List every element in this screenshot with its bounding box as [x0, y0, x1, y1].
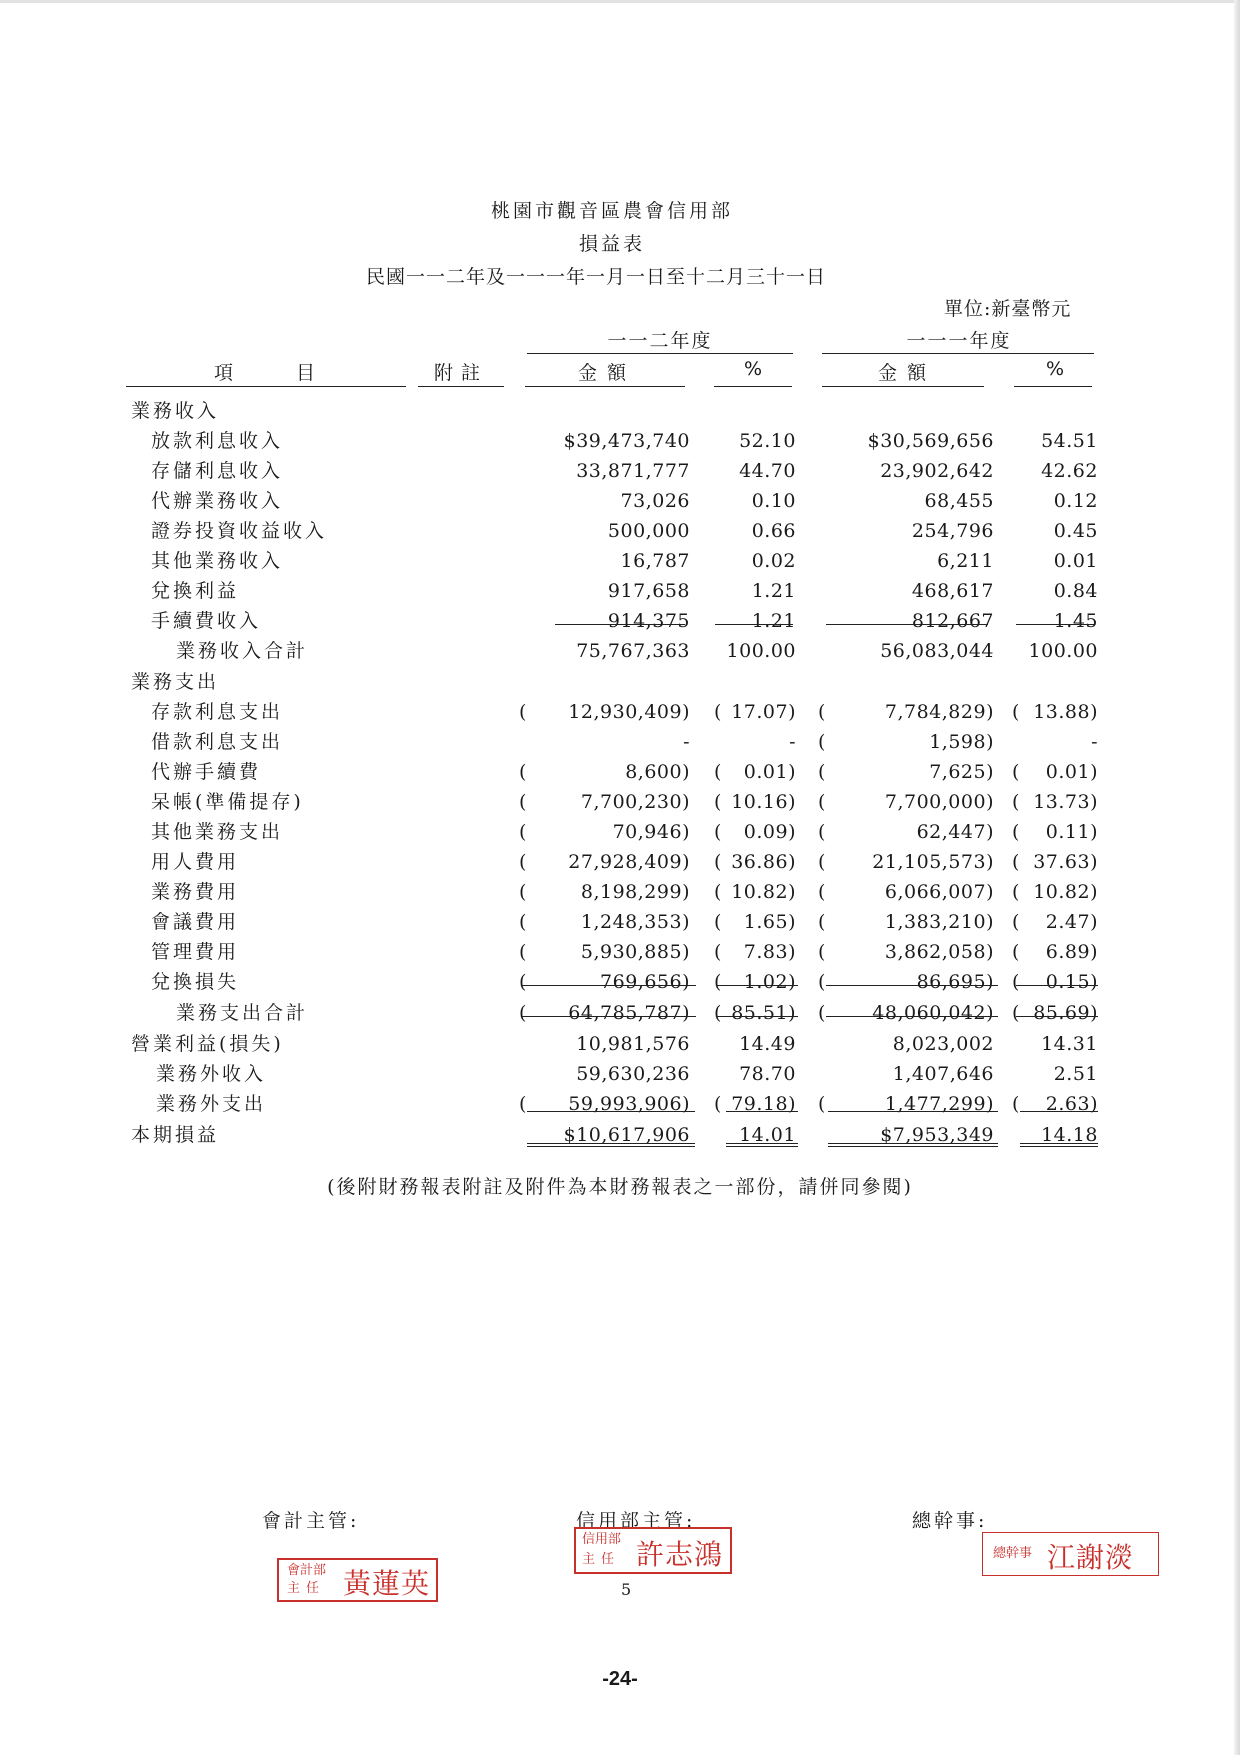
expense-total-rule-a1 — [522, 1016, 696, 1017]
row-label: 業務外收入 — [156, 1063, 267, 1085]
amount-111-cell: 3,862,058) — [884, 941, 994, 963]
amount-111-cell: 1,407,646 — [892, 1063, 994, 1085]
pct-111-cell: 14.18 — [1041, 1124, 1098, 1146]
negative-paren-mark: ( — [1012, 701, 1020, 723]
pct-111-cell: 2.63) — [1045, 1093, 1098, 1115]
amount-112-cell: 33,871,777 — [576, 460, 690, 482]
table-row — [0, 667, 1240, 697]
row-label: 本期損益 — [131, 1124, 220, 1146]
amount-111-cell: 68,455 — [924, 490, 994, 512]
negative-paren-mark: ( — [1012, 761, 1020, 783]
negative-paren-mark: ( — [818, 851, 826, 873]
row-label: 借款利息支出 — [151, 731, 284, 753]
nonop-subtotal-rule-a2 — [828, 1111, 998, 1112]
row-label: 存款利息支出 — [151, 701, 284, 723]
amount-111-cell: 254,796 — [911, 520, 994, 542]
pct-112-cell: 7.83) — [743, 941, 796, 963]
table-row — [0, 727, 1240, 757]
amount-111-cell: 7,700,000) — [884, 791, 994, 813]
pct-111-cell: 0.84 — [1053, 580, 1098, 602]
pct-112-cell: 0.09) — [743, 821, 796, 843]
stamp1-title: 主任 — [287, 1581, 326, 1596]
table-row — [0, 1059, 1240, 1089]
amount-112-cell: 12,930,409) — [568, 701, 690, 723]
expense-subtotal-rule-p1 — [716, 985, 798, 986]
negative-paren-mark: ( — [1012, 791, 1020, 813]
accounting-supervisor-label: 會計主管: — [262, 1510, 360, 1532]
row-label: 業務費用 — [151, 881, 240, 903]
net-income-double-rule-a2 — [828, 1143, 998, 1147]
pct-112-cell: 100.00 — [726, 640, 796, 662]
pct-111-cell: 0.12 — [1053, 490, 1098, 512]
pct-112-cell: 36.86) — [731, 851, 796, 873]
table-row — [0, 606, 1240, 636]
table-row — [0, 636, 1240, 666]
table-row — [0, 697, 1240, 727]
col-item-rule — [126, 386, 406, 387]
table-row — [0, 847, 1240, 877]
year-112-rule — [527, 353, 793, 354]
negative-paren-mark: ( — [818, 1093, 826, 1115]
amount-112-cell: 7,700,230) — [580, 791, 690, 813]
col-item-header-b: 目 — [296, 362, 318, 384]
year-111-header: 一一一年度 — [906, 330, 1012, 352]
negative-paren-mark: ( — [1012, 851, 1020, 873]
negative-paren-mark: ( — [818, 911, 826, 933]
negative-paren-mark: ( — [519, 851, 527, 873]
col-amount-111-rule — [822, 386, 984, 387]
row-label: 其他業務收入 — [151, 550, 284, 572]
table-row — [0, 817, 1240, 847]
year-112-header: 一一二年度 — [607, 330, 713, 352]
col-note-rule — [418, 386, 504, 387]
amount-111-cell: 21,105,573) — [872, 851, 994, 873]
pct-111-cell: 0.11) — [1045, 821, 1098, 843]
table-row — [0, 967, 1240, 997]
inner-page-number: 5 — [621, 1580, 632, 1599]
table-row — [0, 576, 1240, 606]
pct-112-cell: 17.07) — [731, 701, 796, 723]
statement-footnote: (後附財務報表附註及附件為本財務報表之一部份，請併同參閱) — [327, 1176, 913, 1198]
amount-112-cell: 27,928,409) — [568, 851, 690, 873]
amount-111-cell: 62,447) — [916, 821, 994, 843]
amount-112-cell: $10,617,906 — [563, 1124, 690, 1146]
table-row — [0, 998, 1240, 1028]
pct-112-cell: 1.02) — [743, 971, 796, 993]
amount-111-cell: 86,695) — [916, 971, 994, 993]
col-amount-112-header: 金額 — [578, 362, 637, 384]
org-name: 桃園市觀音區農會信用部 — [490, 200, 733, 222]
amount-111-cell: 6,211 — [937, 550, 994, 572]
pct-111-cell: 100.00 — [1028, 640, 1098, 662]
row-label: 業務收入合計 — [176, 640, 309, 662]
amount-111-cell: 48,060,042) — [872, 1002, 994, 1024]
expense-subtotal-rule-a1 — [522, 985, 696, 986]
amount-112-cell: 8,600) — [625, 761, 690, 783]
amount-112-cell: 59,993,906) — [568, 1093, 690, 1115]
pct-111-cell: 2.51 — [1053, 1063, 1098, 1085]
amount-111-cell: 1,477,299) — [884, 1093, 994, 1115]
negative-paren-mark: ( — [1012, 821, 1020, 843]
row-label: 兌換損失 — [151, 971, 240, 993]
table-row — [0, 907, 1240, 937]
amount-112-cell: 64,785,787) — [568, 1002, 690, 1024]
year-111-rule — [822, 353, 1094, 354]
row-label: 業務外支出 — [156, 1093, 267, 1115]
pct-111-cell: 2.47) — [1045, 911, 1098, 933]
pct-111-cell: 13.73) — [1033, 791, 1098, 813]
row-label: 代辦業務收入 — [151, 490, 284, 512]
pct-111-cell: 6.89) — [1045, 941, 1098, 963]
amount-111-cell: $7,953,349 — [880, 1124, 994, 1146]
row-label: 手續費收入 — [151, 610, 262, 632]
amount-111-cell: 1,383,210) — [884, 911, 994, 933]
negative-paren-mark: ( — [818, 761, 826, 783]
negative-paren-mark: ( — [1012, 1002, 1020, 1024]
revenue-subtotal-rule-p2 — [1016, 624, 1094, 625]
amount-111-cell: $30,569,656 — [867, 430, 994, 452]
negative-paren-mark: ( — [519, 911, 527, 933]
statement-period: 民國一一二年及一一一年一月一日至十二月三十一日 — [365, 266, 826, 288]
row-label: 管理費用 — [151, 941, 240, 963]
pct-112-cell: 85.51) — [731, 1002, 796, 1024]
col-pct-112-rule — [714, 386, 792, 387]
accounting-supervisor-stamp — [277, 1558, 438, 1602]
amount-111-cell: 7,625) — [929, 761, 994, 783]
general-manager-stamp — [982, 1532, 1159, 1576]
row-label: 會議費用 — [151, 911, 240, 933]
pct-112-cell: 10.16) — [731, 791, 796, 813]
amount-112-cell: 70,946) — [612, 821, 690, 843]
pct-112-cell: 79.18) — [731, 1093, 796, 1115]
pct-112-cell: 52.10 — [739, 430, 796, 452]
pct-111-cell: 10.82) — [1033, 881, 1098, 903]
amount-111-cell: 56,083,044 — [880, 640, 994, 662]
expense-subtotal-rule-p2 — [1016, 985, 1098, 986]
table-row — [0, 456, 1240, 486]
amount-111-cell: 812,667 — [911, 610, 994, 632]
negative-paren-mark: ( — [714, 791, 722, 813]
negative-paren-mark: ( — [519, 701, 527, 723]
pct-112-cell: 0.66 — [751, 520, 796, 542]
table-row — [0, 396, 1240, 426]
amount-111-cell: 8,023,002 — [892, 1033, 994, 1055]
negative-paren-mark: ( — [714, 941, 722, 963]
negative-paren-mark: ( — [519, 821, 527, 843]
col-pct-112-header: % — [744, 358, 765, 380]
negative-paren-mark: ( — [714, 1002, 722, 1024]
row-label: 用人費用 — [151, 851, 240, 873]
pct-111-cell: 85.69) — [1033, 1002, 1098, 1024]
pct-112-cell: 1.65) — [743, 911, 796, 933]
statement-title: 損益表 — [578, 233, 645, 255]
table-row — [0, 546, 1240, 576]
stamp1-dept: 會計部 — [287, 1563, 327, 1578]
negative-paren-mark: ( — [519, 761, 527, 783]
negative-paren-mark: ( — [1012, 971, 1020, 993]
pct-111-cell: 14.31 — [1041, 1033, 1098, 1055]
scan-border-top — [0, 0, 1240, 3]
pct-111-cell: 13.88) — [1033, 701, 1098, 723]
expense-total-rule-a2 — [826, 1016, 998, 1017]
pct-111-cell: 0.01) — [1045, 761, 1098, 783]
col-item-header-a: 項 — [214, 362, 236, 384]
page-number: -24- — [602, 1668, 638, 1690]
pct-111-cell: 0.45 — [1053, 520, 1098, 542]
negative-paren-mark: ( — [1012, 881, 1020, 903]
row-label: 業務收入 — [131, 400, 220, 422]
col-amount-111-header: 金額 — [878, 362, 937, 384]
negative-paren-mark: ( — [519, 1002, 527, 1024]
expense-total-rule-p1 — [716, 1016, 798, 1017]
general-manager-label: 總幹事: — [912, 1510, 988, 1532]
stamp2-name: 許志鴻 — [636, 1538, 724, 1571]
row-label: 呆帳(準備提存) — [151, 791, 304, 813]
pct-111-cell: 0.01 — [1053, 550, 1098, 572]
pct-112-cell: 1.21 — [751, 580, 796, 602]
table-row — [0, 1029, 1240, 1059]
amount-111-cell: 7,784,829) — [884, 701, 994, 723]
stamp3-name: 江謝濙 — [1047, 1541, 1135, 1574]
amount-111-cell: 468,617 — [911, 580, 994, 602]
stamp1-name: 黃蓮英 — [343, 1567, 431, 1600]
amount-112-cell: $39,473,740 — [563, 430, 690, 452]
negative-paren-mark: ( — [519, 941, 527, 963]
pct-111-cell: 0.15) — [1045, 971, 1098, 993]
stamp2-title: 主任 — [582, 1552, 621, 1567]
negative-paren-mark: ( — [519, 971, 527, 993]
amount-111-cell: 1,598) — [929, 731, 994, 753]
row-label: 兌換利益 — [151, 580, 240, 602]
negative-paren-mark: ( — [714, 821, 722, 843]
pct-111-cell: 37.63) — [1033, 851, 1098, 873]
pct-112-cell: 44.70 — [739, 460, 796, 482]
row-label: 業務支出合計 — [176, 1002, 309, 1024]
amount-111-cell: 6,066,007) — [884, 881, 994, 903]
net-income-double-rule-p2 — [1020, 1143, 1098, 1147]
stamp2-dept: 信用部 — [582, 1532, 622, 1547]
negative-paren-mark: ( — [714, 701, 722, 723]
negative-paren-mark: ( — [519, 791, 527, 813]
amount-112-cell: 16,787 — [620, 550, 690, 572]
amount-112-cell: 1,248,353) — [580, 911, 690, 933]
pct-111-cell: 1.45 — [1053, 610, 1098, 632]
table-row — [0, 937, 1240, 967]
table-row — [0, 757, 1240, 787]
negative-paren-mark: ( — [818, 941, 826, 963]
currency-unit: 單位:新臺幣元 — [944, 298, 1072, 320]
revenue-subtotal-rule-a1 — [555, 624, 685, 625]
negative-paren-mark: ( — [818, 731, 826, 753]
pct-112-cell: 14.01 — [739, 1124, 796, 1146]
table-row — [0, 1089, 1240, 1119]
table-row — [0, 877, 1240, 907]
row-label: 放款利息收入 — [151, 430, 284, 452]
negative-paren-mark: ( — [714, 1093, 722, 1115]
negative-paren-mark: ( — [818, 971, 826, 993]
amount-112-cell: - — [683, 731, 690, 753]
amount-112-cell: 75,767,363 — [576, 640, 690, 662]
net-income-double-rule-p1 — [726, 1143, 798, 1147]
nonop-subtotal-rule-p1 — [726, 1111, 798, 1112]
negative-paren-mark: ( — [818, 821, 826, 843]
negative-paren-mark: ( — [1012, 1093, 1020, 1115]
amount-112-cell: 5,930,885) — [580, 941, 690, 963]
negative-paren-mark: ( — [818, 1002, 826, 1024]
col-pct-111-header: % — [1046, 358, 1067, 380]
negative-paren-mark: ( — [818, 791, 826, 813]
pct-111-cell: 54.51 — [1041, 430, 1098, 452]
amount-112-cell: 73,026 — [620, 490, 690, 512]
negative-paren-mark: ( — [818, 881, 826, 903]
row-label: 其他業務支出 — [151, 821, 284, 843]
nonop-subtotal-rule-a1 — [527, 1111, 695, 1112]
negative-paren-mark: ( — [714, 911, 722, 933]
table-row — [0, 787, 1240, 817]
net-income-double-rule-a1 — [527, 1143, 695, 1147]
pct-112-cell: 14.49 — [739, 1033, 796, 1055]
amount-112-cell: 59,630,236 — [576, 1063, 690, 1085]
table-row — [0, 426, 1240, 456]
amount-111-cell: 23,902,642 — [880, 460, 994, 482]
col-note-header: 附註 — [434, 362, 489, 384]
negative-paren-mark: ( — [714, 851, 722, 873]
row-label: 存儲利息收入 — [151, 460, 284, 482]
revenue-subtotal-rule-a2 — [826, 624, 988, 625]
pct-112-cell: 10.82) — [731, 881, 796, 903]
row-label: 業務支出 — [131, 671, 220, 693]
negative-paren-mark: ( — [519, 881, 527, 903]
row-label: 營業利益(損失) — [131, 1033, 284, 1055]
expense-subtotal-rule-a2 — [826, 985, 998, 986]
row-label: 代辦手續費 — [151, 761, 262, 783]
table-row — [0, 486, 1240, 516]
col-amount-112-rule — [525, 386, 685, 387]
row-label: 證券投資收益收入 — [151, 520, 328, 542]
negative-paren-mark: ( — [1012, 911, 1020, 933]
pct-112-cell: 0.01) — [743, 761, 796, 783]
col-pct-111-rule — [1014, 386, 1092, 387]
negative-paren-mark: ( — [714, 881, 722, 903]
credit-supervisor-stamp — [574, 1527, 732, 1574]
pct-112-cell: 78.70 — [739, 1063, 796, 1085]
pct-112-cell: - — [789, 731, 796, 753]
pct-111-cell: 42.62 — [1041, 460, 1098, 482]
pct-112-cell: 0.02 — [751, 550, 796, 572]
table-row — [0, 516, 1240, 546]
negative-paren-mark: ( — [714, 761, 722, 783]
amount-112-cell: 10,981,576 — [576, 1033, 690, 1055]
pct-112-cell: 0.10 — [751, 490, 796, 512]
credit-supervisor-label: 信用部主管: — [576, 1510, 696, 1532]
stamp3-title: 總幹事 — [993, 1546, 1033, 1561]
nonop-subtotal-rule-p2 — [1020, 1111, 1098, 1112]
amount-112-cell: 914,375 — [607, 610, 690, 632]
negative-paren-mark: ( — [1012, 941, 1020, 963]
amount-112-cell: 500,000 — [607, 520, 690, 542]
amount-112-cell: 8,198,299) — [580, 881, 690, 903]
pct-112-cell: 1.21 — [751, 610, 796, 632]
expense-total-rule-p2 — [1016, 1016, 1098, 1017]
negative-paren-mark: ( — [714, 971, 722, 993]
amount-112-cell: 917,658 — [607, 580, 690, 602]
amount-112-cell: 769,656) — [600, 971, 690, 993]
negative-paren-mark: ( — [818, 701, 826, 723]
negative-paren-mark: ( — [519, 1093, 527, 1115]
pct-111-cell: - — [1091, 731, 1098, 753]
revenue-subtotal-rule-p1 — [715, 624, 793, 625]
